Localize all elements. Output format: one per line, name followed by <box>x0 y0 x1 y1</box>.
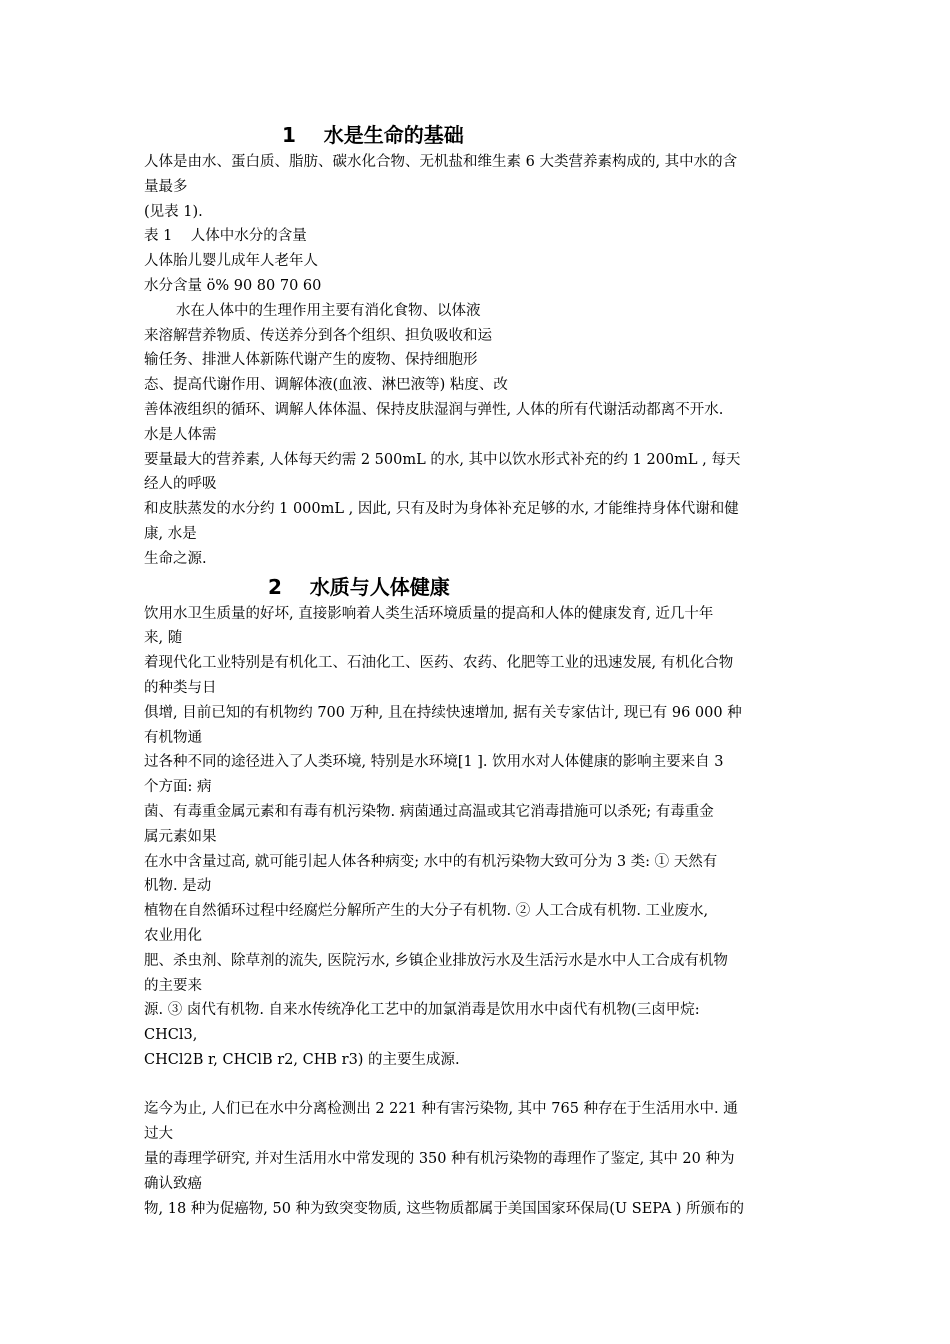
paragraph-line: 迄今为止, 人们已在水中分离检测出 2 221 种有害污染物, 其中 765 种存在于生活用水中. 通 <box>144 1101 738 1118</box>
paragraph-line: CHCl2B r, CHClB r2, CHB r3) 的主要生成源. <box>144 1051 460 1068</box>
paragraph-line: 过各种不同的途径进入了人类环境, 特别是水环境[1 ]. 饮用水对人体健康的影响主要来自 3 <box>144 754 724 771</box>
paragraph-line: 来溶解营养物质、传送养分到各个组织、担负吸收和运 <box>144 327 492 344</box>
paragraph-line: 要量最大的营养素, 人体每天约需 2 500mL 的水, 其中以饮水形式补充的约 1 200mL , 每天 <box>144 451 741 468</box>
paragraph-line: 和皮肤蒸发的水分约 1 000mL , 因此, 只有及时为身体补充足够的水, 才能维持身体代谢和健 <box>144 501 739 518</box>
paragraph-line: 康, 水是 <box>144 525 197 542</box>
paragraph-line: 确认致癌 <box>144 1175 202 1192</box>
section-1-heading: 1 水是生命的基础 <box>282 123 464 147</box>
document-page <box>144 120 810 1221</box>
paragraph-line: 有机物通 <box>144 729 202 746</box>
paragraph-line: 菌、有毒重金属元素和有毒有机污染物. 病菌通过高温或其它消毒措施可以杀死; 有毒重金 <box>144 803 714 820</box>
paragraph-line: 物, 18 种为促癌物, 50 种为致突变物质, 这些物质都属于美国国家环保局(U SEPA ) 所颁布的 <box>144 1200 745 1217</box>
paragraph-line: 态、提高代谢作用、调解体液(血液、淋巴液等) 粘度、改 <box>144 377 508 394</box>
paragraph-line: 生命之源. <box>144 550 207 567</box>
paragraph-line: 人体是由水、蛋白质、脂肪、碳水化合物、无机盐和维生素 6 大类营养素构成的, 其中水的含 <box>144 154 738 170</box>
paragraph-line: 的种类与日 <box>144 679 217 696</box>
table-caption: 表 1 人体中水分的含量 <box>144 228 307 245</box>
paragraph-line: 个方面: 病 <box>144 779 212 796</box>
paragraph-line: 水是人体需 <box>144 426 217 443</box>
paragraph-line: (见表 1). <box>144 203 203 220</box>
paragraph-line: 善体液组织的循环、调解人体体温、保持皮肤湿润与弹性, 人体的所有代谢活动都离不开水. <box>144 401 724 418</box>
paragraph-line: 着现代化工业特别是有机化工、石油化工、医药、农药、化肥等工业的迅速发展, 有机化合物 <box>144 655 734 672</box>
paragraph-line: 来, 随 <box>144 630 183 647</box>
paragraph-line: 在水中含量过高, 就可能引起人体各种病变; 水中的有机污染物大致可分为 3 类: ① 天然有 <box>144 853 718 870</box>
paragraph-line: 量最多 <box>144 178 188 195</box>
paragraph-line: 量的毒理学研究, 并对生活用水中常发现的 350 种有机污染物的毒理作了鉴定, 其中 20 种为 <box>144 1151 735 1168</box>
paragraph-line: 属元素如果 <box>144 828 217 845</box>
paragraph-line: 机物. 是动 <box>144 878 212 895</box>
paragraph-line: 源. ③ 卤代有机物. 自来水传统净化工艺中的加氯消毒是饮用水中卤代有机物(三卤甲烷: <box>144 1002 700 1019</box>
paragraph-line: 饮用水卫生质量的好坏, 直接影响着人类生活环境质量的提高和人体的健康发育, 近几十年 <box>144 605 714 622</box>
paragraph-line: 水在人体中的生理作用主要有消化食物、以体液 <box>176 302 481 319</box>
paragraph-line: 的主要来 <box>144 977 202 994</box>
paragraph-line: 输任务、排泄人体新陈代谢产生的废物、保持细胞形 <box>144 352 478 369</box>
table-header-row: 人体胎儿婴儿成年人老年人 <box>144 253 318 270</box>
paragraph-line: 肥、杀虫剂、除草剂的流失, 医院污水, 乡镇企业排放污水及生活污水是水中人工合成有机物 <box>144 952 728 969</box>
paragraph-line: 植物在自然循环过程中经腐烂分解所产生的大分子有机物. ② 人工合成有机物. 工业废水, <box>144 903 709 920</box>
paragraph-line: 俱增, 目前已知的有机物约 700 万种, 且在持续快速增加, 据有关专家估计, 现已有 96 000 种 <box>144 704 742 721</box>
paragraph-line: CHCl3, <box>144 1027 198 1044</box>
paragraph-line: 过大 <box>144 1126 173 1143</box>
table-data-row: 水分含量 ö% 90 80 70 60 <box>144 277 322 294</box>
section-2-heading: 2 水质与人体健康 <box>268 574 450 599</box>
paragraph-line: 农业用化 <box>144 927 202 944</box>
blank-line <box>144 1073 810 1098</box>
paragraph-line: 经人的呼吸 <box>144 476 217 493</box>
